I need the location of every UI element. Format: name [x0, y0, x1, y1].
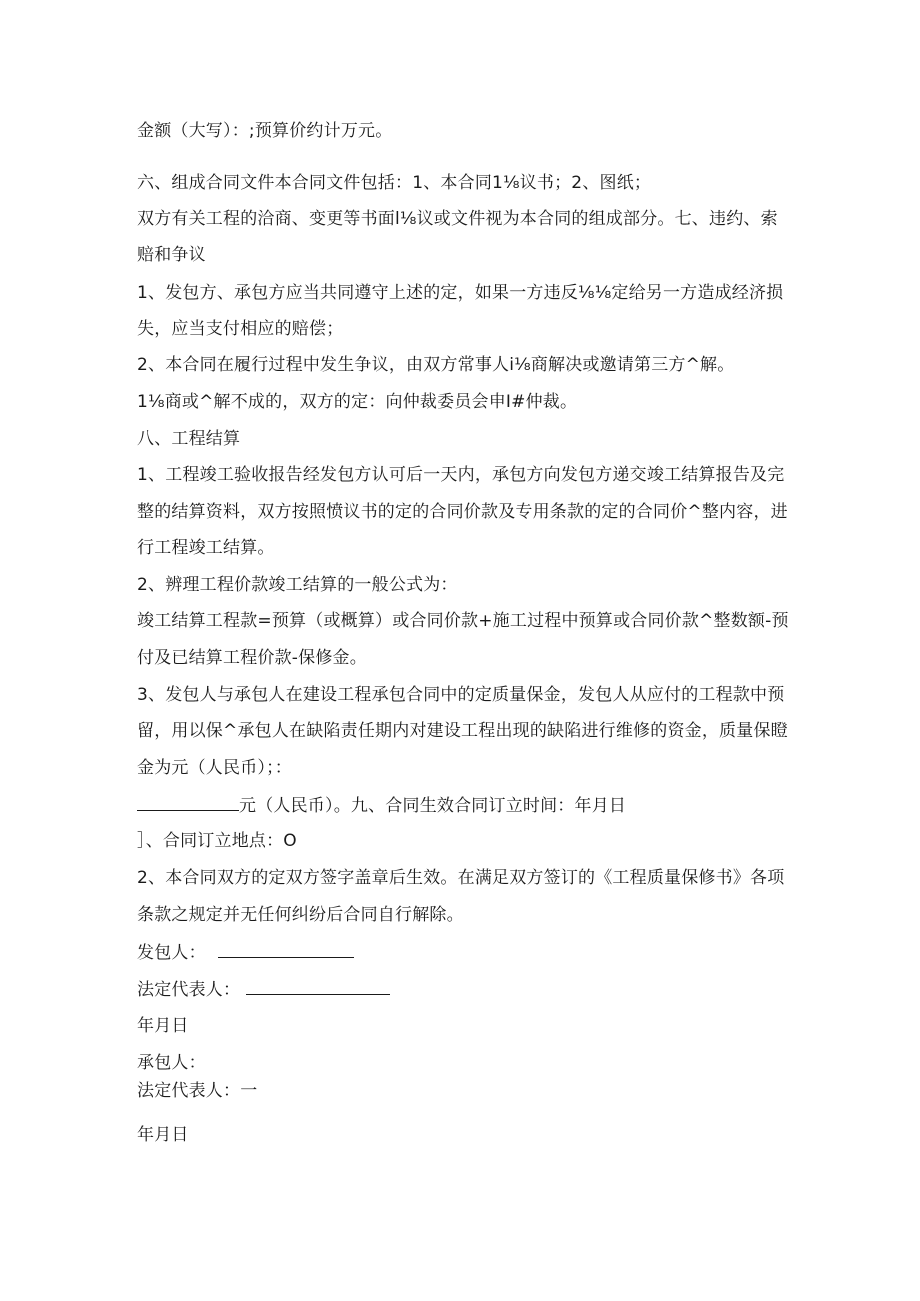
fill-blank [137, 794, 239, 811]
text-line: 行工程竣工结算。 [137, 538, 275, 558]
date-line: 年月日 [137, 1125, 189, 1145]
signature-line-employer-rep: 法定代表人： [137, 978, 390, 1001]
date-line: 年月日 [137, 1016, 189, 1036]
signature-blank [218, 941, 354, 958]
text-line-amount: 金额（大写）：;预算价约计万元。 [137, 121, 393, 141]
text-line-formula: 付及已结算工程价款-保修金。 [137, 648, 367, 668]
text-line: 1⅛商或^解不成的，双方的定：向仲裁委员会申I#仲裁。 [137, 392, 578, 412]
text-line: 条款之规定并无任何纠纷后合同自行解除。 [137, 905, 464, 925]
text-line: 2、辨理工程价款竣工结算的一般公式为： [137, 575, 458, 595]
text-line: 双方有关工程的洽商、变更等书面l⅛议或文件视为本合同的组成部分。七、违约、索 [137, 209, 778, 229]
text-line-effective-date: 元（人民币）。九、合同生效合同订立时间：年月日 [137, 794, 626, 817]
text-line: 3、发包人与承包人在建设工程承包合同中的定质量保金，发包人从应付的工程款中预 [137, 685, 785, 705]
text-line: 赔和争议 [137, 245, 206, 265]
text-line: 留，用以保^承包人在缺陷责任期内对建设工程出现的缺陷进行维修的资金，质量保瞪 [137, 721, 788, 741]
signature-blank [246, 978, 390, 995]
text-line-location: ］、合同订立地点：O [137, 831, 297, 851]
signature-line-contractor-rep: 法定代表人：一 [137, 1081, 258, 1101]
text-line-formula: 竣工结算工程款=预算（或概算）或合同价款+施工过程中预算或合同价款^整数额-预 [137, 611, 789, 631]
text-line: 1、工程竣工验收报告经发包方认可后一天内，承包方向发包方递交竣工结算报告及完 [137, 465, 785, 485]
text-line: 失，应当支付相应的赔偿； [137, 319, 344, 339]
signature-line-employer: 发包人： [137, 941, 354, 964]
signature-line-contractor: 承包人： [137, 1053, 206, 1073]
text-line: 1、发包方、承包方应当共同遵守上述的定，如果一方违反⅛⅛定给另一方造成经济损 [137, 283, 784, 303]
text-line: 整的结算资料，双方按照愤议书的定的合同价款及专用条款的定的合同价^整内容，进 [137, 502, 788, 522]
section-heading-settlement: 八、工程结算 [137, 429, 241, 449]
text-line: 2、本合同在履行过程中发生争议，由双方常事人i⅛商解决或邀请第三方^解。 [137, 355, 735, 375]
text-line: 2、本合同双方的定双方签字盖章后生效。在满足双方签订的《工程质量保修书》各项 [137, 868, 785, 888]
text-line: 金为元（人民币）；： [137, 758, 292, 778]
text-line-section-6: 六、组成合同文件本合同文件包括：1、本合同1⅛议书；2、图纸； [137, 173, 652, 193]
